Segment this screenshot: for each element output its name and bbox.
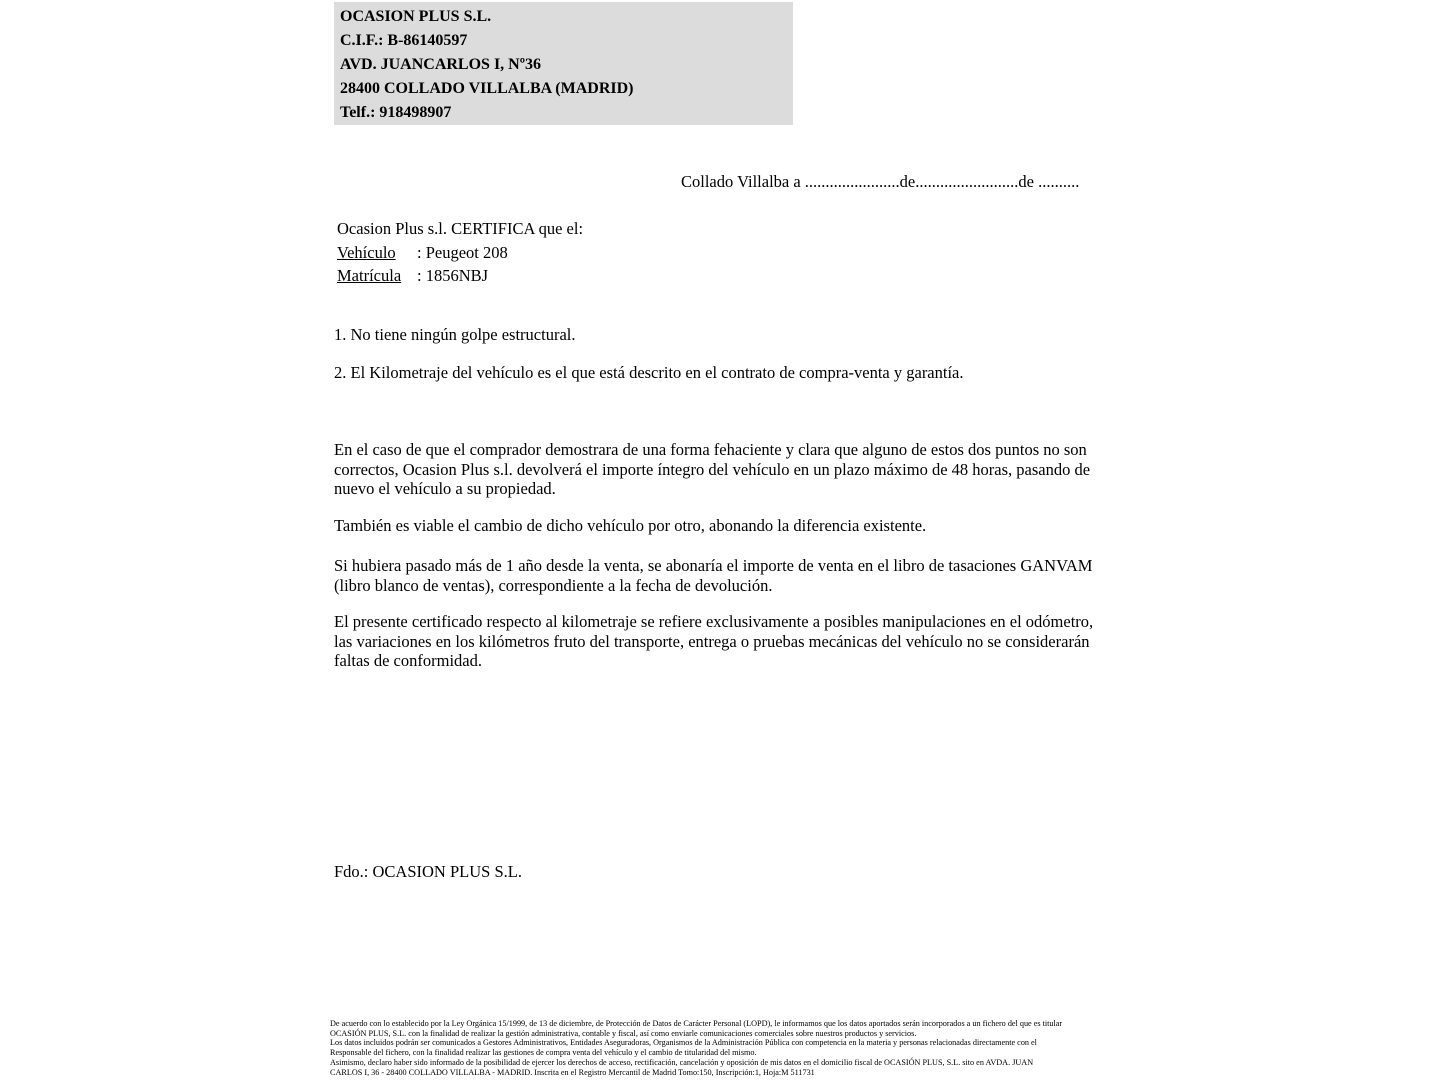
- paragraph-odometer: El presente certificado respecto al kilometraje se refiere exclusivamente a posibles manipulaciones en el odómetro, las variaciones en los kilómetros fruto del transporte, entrega o pruebas mecánicas del vehículo no se considerarán faltas de conformidad.: [334, 612, 1094, 671]
- vehicle-row: [337, 241, 583, 265]
- vehicle-label: Vehículo: [337, 242, 396, 262]
- plate-value: : 1856NBJ: [417, 266, 489, 285]
- company-address: AVD. JUANCARLOS I, Nº36: [340, 56, 542, 73]
- plate-label: Matrícula: [337, 266, 402, 285]
- company-cif: C.I.F.: B-86140597: [340, 32, 468, 49]
- point-1: 1. No tiene ningún golpe estructural.: [334, 325, 576, 344]
- point-2: 2. El Kilometraje del vehículo es el que está descrito en el contrato de compra-venta y garantía.: [334, 363, 964, 382]
- paragraph-ganvam: Si hubiera pasado más de 1 año desde la venta, se abonaría el importe de venta en el libro de tasaciones GANVAM (libro blanco de ventas), correspondiente a la fecha de devolución.: [334, 556, 1093, 595]
- plate-row: [337, 264, 583, 288]
- footer-line: Asimismo, declaro haber sido informado de la posibilidad de ejercer los derechos de acceso, rectificación, cancelación y oposición de mis datos en el domicilio fiscal de OCASIÓN PLUS, S.L. sito en AVDA. JUAN: [330, 1057, 1034, 1067]
- certify-block: [337, 217, 583, 288]
- legal-footer: [330, 1019, 1110, 1077]
- footer-line: Responsable del fichero, con la finalidad realizar las gestiones de compra venta del vehículo y el cambio de titularidad del mismo.: [330, 1048, 757, 1058]
- company-name: OCASION PLUS S.L.: [340, 8, 492, 25]
- footer-line: De acuerdo con lo establecido por la Ley Orgánica 15/1999, de 13 de diciembre, de Protección de Datos de Carácter Personal (LOPD), le informamos que los datos aportados serán incorporados a un fichero del que es titular: [330, 1019, 1063, 1028]
- paragraph-refund: En el caso de que el comprador demostrara de una forma fehaciente y clara que alguno de estos dos puntos no son correctos, Ocasion Plus s.l. devolverá el importe íntegro del vehículo en un plazo máximo de 48 horas, pasando de nuevo el vehículo a su propiedad.: [334, 440, 1091, 499]
- footer-line: OCASIÓN PLUS, S.L. con la finalidad de realizar la gestión administrativa, contable y fiscal, así como enviarle comunicaciones comerciales sobre nuestros productos y servicios.: [330, 1028, 917, 1038]
- signature-line: Fdo.: OCASION PLUS S.L.: [334, 862, 522, 881]
- footer-line: CARLOS I, 36 - 28400 COLLADO VILLALBA - MADRID. Inscrita en el Registro Mercantil de Madrid Tomo:150, Inscripción:1, Hoja:M 511731: [330, 1067, 815, 1077]
- certify-intro: Ocasion Plus s.l. CERTIFICA que el:: [337, 219, 584, 238]
- company-header-box: [334, 2, 793, 125]
- paragraph-exchange: También es viable el cambio de dicho vehículo por otro, abonando la diferencia existente.: [334, 516, 927, 535]
- vehicle-value: : Peugeot 208: [417, 242, 508, 262]
- footer-line: Los datos incluidos podrán ser comunicados a Gestores Administrativos, Entidades Aseguradoras, Organismos de la Administración Pública con competencia en la materia y personas relacionadas directamente con el: [330, 1038, 1037, 1048]
- date-fill-line: Collado Villalba a .......................de.........................de ..........: [681, 172, 1080, 191]
- company-phone: Telf.: 918498907: [340, 104, 452, 121]
- company-city: 28400 COLLADO VILLALBA (MADRID): [340, 80, 634, 97]
